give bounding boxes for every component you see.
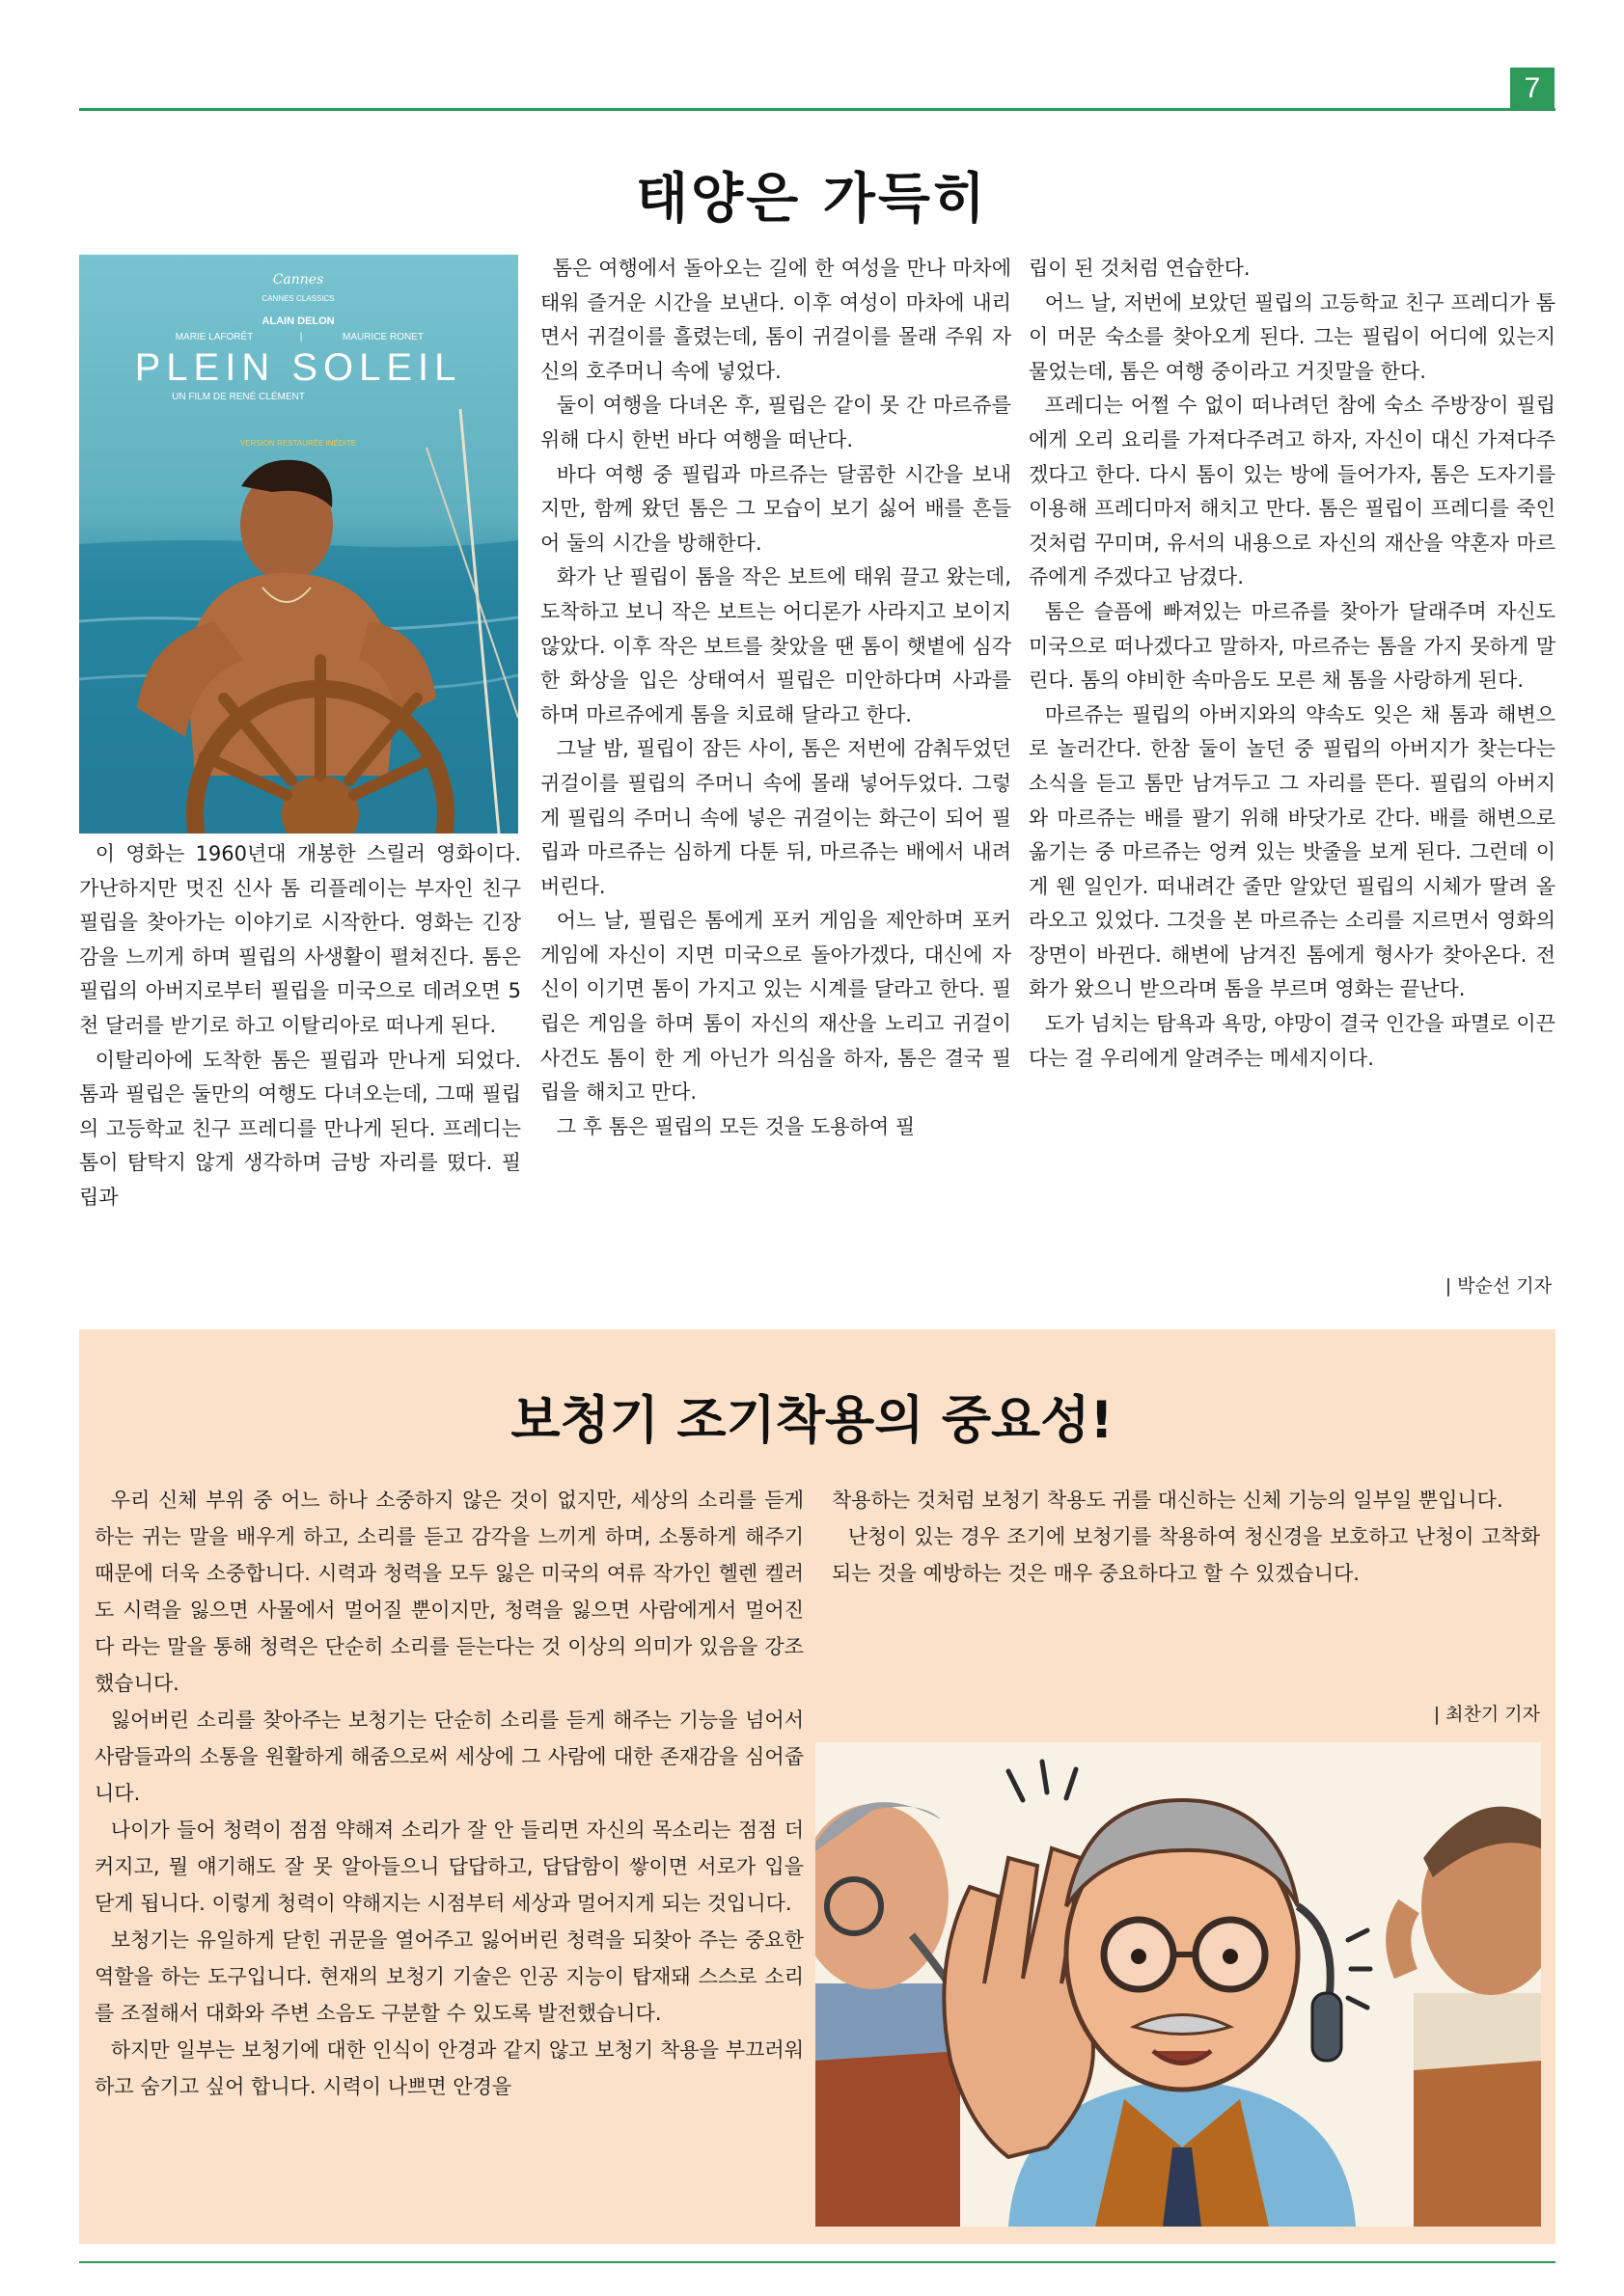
poster-festival: Cannes: [272, 272, 324, 287]
article1-paragraph: 립이 된 것처럼 연습한다.: [1029, 257, 1251, 280]
svg-text:|: |: [299, 332, 303, 342]
article1-paragraph: 마르쥬는 필립의 아버지와의 약속도 잊은 채 톰과 해변으로 놀러간다. 한참 둘이 놀던 중 필립의 아버지가 찾는다는 소식을 듣고 톰만 남겨두고 그 자리를 뜬다. 필립의 아버지와 마르쥬는 배를 팔기 위해 바닷가로 간다. 배를 해변으로 옮기는 중 마르쥬는 엉켜 있는 밧줄을 보게 된다. 그런데 이게 웬 일인가. 떠내려간 줄만 알았던 필립의 시체가 딸려 올라오고 있었다. 그것을 본 마르쥬는 소리를 지르면서 영화의 장면이 바뀐다. 해변에 남겨진 톰에게 형사가 찾아온다. 전화가 왔으니 받으라며 톰을 부르며 영화는 끝난다.: [1029, 702, 1555, 1001]
poster-film-title: PLEIN SOLEIL: [134, 346, 462, 389]
article1-paragraph: 그 후 톰은 필립의 모든 것을 도용하여 필: [556, 1114, 916, 1138]
poster-star2: MARIE LAFORÊT: [175, 332, 254, 342]
article1-column-right: [1029, 252, 1555, 1076]
article2-column-left: [95, 1482, 804, 2105]
article2-paragraph: 보청기는 유일하게 닫힌 귀문을 열어주고 잃어버린 청력을 되찾아 주는 중요한 역할을 하는 도구입니다. 현재의 보청기 기술은 인공 지능이 탑재돼 스스로 소리를 조절해서 대화와 주변 소음도 구분할 수 있도록 발전했습니다.: [95, 1928, 804, 2025]
article1-paragraph: 이탈리아에 도착한 톰은 필립과 만나게 되었다. 톰과 필립은 둘만의 여행도 다녀오는데, 그때 필립의 고등학교 친구 프레디를 만나게 된다. 프레디는 톰이 탐탁지 않게 생각하며 금방 자리를 떴다. 필립과: [79, 1048, 521, 1209]
article1-paragraph: 그날 밤, 필립이 잠든 사이, 톰은 저번에 감춰두었던 귀걸이를 필립의 주머니 속에 몰래 넣어두었다. 그렇게 필립의 주머니 속에 넣은 귀걸이는 화근이 되어 필립과 마르쥬는 심하게 다툰 뒤, 마르쥬는 배에서 내려버린다.: [540, 737, 1011, 898]
poster-classics: CANNES CLASSICS: [261, 294, 335, 303]
article2-title: 보청기 조기착용의 중요성!: [510, 1391, 1114, 1450]
article1-paragraph: 도가 넘치는 탐욕과 욕망, 야망이 결국 인간을 파멸로 이끈다는 걸 우리에게 알려주는 메세지이다.: [1029, 1012, 1555, 1070]
article1-paragraph: 프레디는 어쩔 수 없이 떠나려던 참에 숙소 주방장이 필립에게 오리 요리를 가져다주려고 하자, 자신이 대신 가져다주겠다고 한다. 다시 톰이 있는 방에 들어가자, 톰은 도자기를 이용해 프레디마저 해치고 만다. 톰은 필립이 프레디를 죽인 것처럼 꾸미며, 유서의 내용으로 자신의 재산을 약혼자 마르쥬에게 주겠다고 남겼다.: [1029, 394, 1555, 589]
article1-paragraph: 톰은 여행에서 돌아오는 길에 한 여성을 만나 마차에 태워 즐거운 시간을 보낸다. 이후 여성이 마차에 내리면서 귀걸이를 흘렸는데, 톰이 귀걸이를 몰래 주워 자신의 호주머니 속에 넣었다.: [540, 257, 1011, 383]
article1-paragraph: 둘이 여행을 다녀온 후, 필립은 같이 못 간 마르쥬를 위해 다시 한번 바다 여행을 떠난다.: [540, 394, 1011, 451]
poster-director: UN FILM DE RENÉ CLÉMENT: [172, 392, 305, 402]
article1-title: 태양은 가득히: [635, 168, 989, 231]
article1-column-mid: [540, 252, 1011, 1144]
article2-byline: | 최찬기 기자: [1433, 1704, 1540, 1725]
poster-star3: MAURICE RONET: [343, 332, 424, 342]
poster-image: [79, 255, 518, 834]
hearing-aid-illustration: [815, 1742, 1541, 2227]
article1-byline: | 박순선 기자: [1445, 1275, 1552, 1297]
article2-paragraph: 잃어버린 소리를 찾아주는 보청기는 단순히 소리를 듣게 해주는 기능을 넘어서 사람들과의 소통을 원활하게 해줌으로써 세상에 그 사람에 대한 존재감을 심어줍니다.: [95, 1708, 804, 1805]
article1-column-left: [79, 837, 521, 1216]
article1-paragraph: 화가 난 필립이 톰을 작은 보트에 태워 끌고 왔는데, 도착하고 보니 작은 보트는 어디론가 사라지고 보이지 않았다. 이후 작은 보트를 찾았을 땐 톰이 햇볕에 심각한 화상을 입은 상태여서 필립은 미안하다며 사과를 하며 마르쥬에게 톰을 치료해 달라고 한다.: [540, 565, 1011, 726]
poster-star1: ALAIN DELON: [261, 315, 335, 327]
article2-paragraph: 우리 신체 부위 중 어느 하나 소중하지 않은 것이 없지만, 세상의 소리를 듣게 하는 귀는 말을 배우게 하고, 소리를 듣고 감각을 느끼게 하며, 소통하게 해주기 때문에 더욱 소중합니다. 시력과 청력을 모두 잃은 미국의 여류 작가인 헬렌 켈러도 시력을 잃으면 사물에서 멀어질 뿐이지만, 청력을 잃으면 사람에게서 멀어진다 라는 말을 통해 청력은 단순히 소리를 듣는다는 것 이상의 의미가 있음을 강조했습니다.: [95, 1489, 804, 1695]
article2-paragraph: 하지만 일부는 보청기에 대한 인식이 안경과 같지 않고 보청기 착용을 부끄러워하고 숨기고 싶어 합니다. 시력이 나쁘면 안경을: [95, 2038, 804, 2098]
article1-paragraph: 톰은 슬픔에 빠져있는 마르쥬를 찾아가 달래주며 자신도 미국으로 떠나겠다고 말하자, 마르쥬는 톰을 가지 못하게 말린다. 톰의 야비한 속마음도 모른 채 톰을 사랑하게 된다.: [1029, 599, 1555, 693]
header-rule: [79, 108, 1555, 111]
article2-paragraph: 착용하는 것처럼 보청기 착용도 귀를 대신하는 신체 기능의 일부일 뿐입니다.: [832, 1489, 1503, 1512]
page-number: 7: [1510, 68, 1555, 110]
poster-restored: VERSION RESTAURÉE INÉDITE: [239, 439, 357, 448]
footer-rule: [79, 2261, 1555, 2263]
article1-paragraph: 바다 여행 중 필립과 마르쥬는 달콤한 시간을 보내지만, 함께 왔던 톰은 그 모습이 보기 싫어 배를 흔들어 둘의 시간을 방해한다.: [540, 462, 1011, 555]
article1-paragraph: 어느 날, 필립은 톰에게 포커 게임을 제안하며 포커 게임에 자신이 지면 미국으로 돌아가겠다, 대신에 자신이 이기면 톰이 가지고 있는 시계를 달라고 한다. 필립은 게임을 하며 톰이 자신의 재산을 노리고 귀걸이 사건도 톰이 한 게 아닌가 의심을 하자, 톰은 결국 필립을 해치고 만다.: [540, 909, 1011, 1105]
article2-paragraph: 난청이 있는 경우 조기에 보청기를 착용하여 청신경을 보호하고 난청이 고착화되는 것을 예방하는 것은 매우 중요하다고 할 수 있겠습니다.: [832, 1525, 1540, 1585]
article1-paragraph: 어느 날, 저번에 보았던 필립의 고등학교 친구 프레디가 톰이 머문 숙소를 찾아오게 된다. 그는 필립이 어디에 있는지 물었는데, 톰은 여행 중이라고 거짓말을 한다.: [1029, 290, 1555, 383]
article2-column-right: [832, 1482, 1540, 1592]
article2-paragraph: 나이가 들어 청력이 점점 약해져 소리가 잘 안 들리면 자신의 목소리는 점점 더 커지고, 뭘 얘기해도 잘 못 알아들으니 답답하고, 답답함이 쌓이면 서로가 입을 닫게 됩니다. 이렇게 청력이 약해지는 시점부터 세상과 멀어지게 되는 것입니다.: [95, 1818, 804, 1915]
article1-paragraph: 이 영화는 1960년대 개봉한 스릴러 영화이다. 가난하지만 멋진 신사 톰 리플레이는 부자인 친구 필립을 찾아가는 이야기로 시작한다. 영화는 긴장감을 느끼게 하며 필립의 사생활이 펼쳐진다. 톰은 필립의 아버지로부터 필립을 미국으로 데려오면 5천 달러를 받기로 하고 이탈리아로 떠나게 된다.: [79, 842, 521, 1037]
